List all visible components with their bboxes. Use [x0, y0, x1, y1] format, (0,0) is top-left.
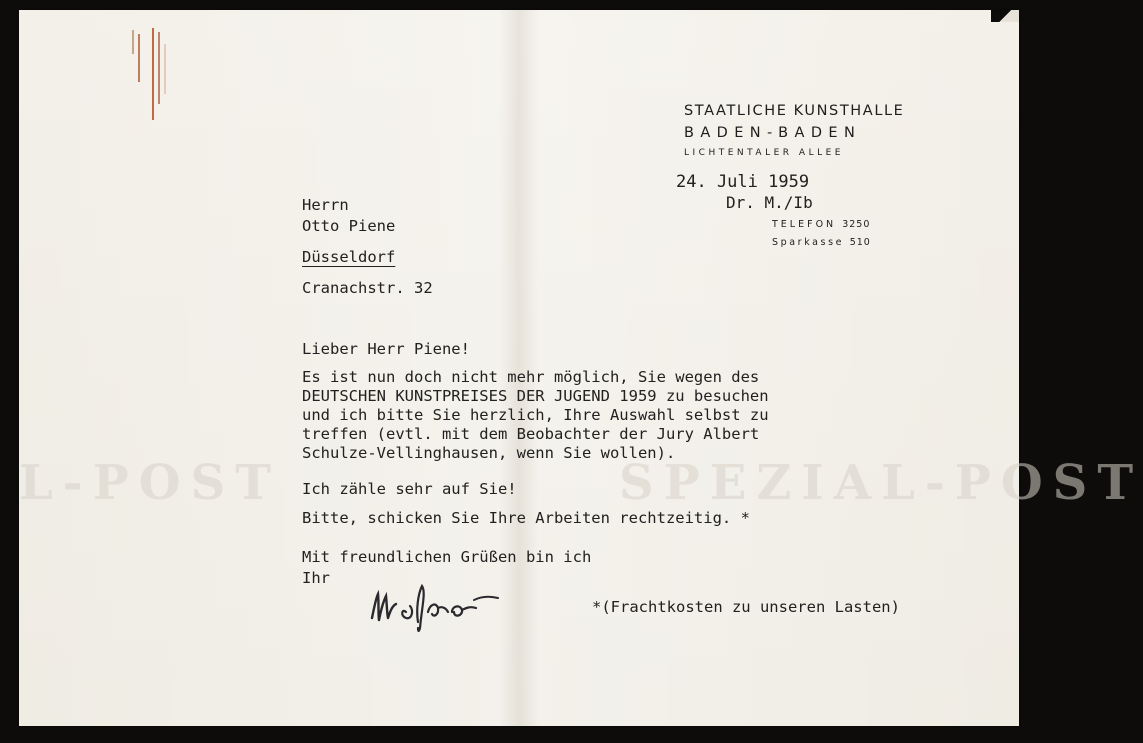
handwritten-signature-icon	[366, 578, 526, 634]
letter-date: 24. Juli 1959	[676, 172, 810, 192]
recipient-name: Otto Piene	[302, 217, 396, 235]
folded-corner	[991, 10, 1019, 22]
watermark-right: SPEZIAL-POST	[619, 455, 1143, 511]
watermark-left: L-POST	[19, 455, 281, 511]
closing-ihr: Ihr	[302, 569, 330, 587]
greeting: Lieber Herr Piene!	[302, 340, 470, 358]
closing-line: Mit freundlichen Grüßen bin ich	[302, 548, 592, 566]
sparkasse-number: 510	[849, 237, 871, 248]
letterhead-address: LICHTENTALER ALLEE	[684, 148, 844, 158]
paragraph-line: DEUTSCHEN KUNSTPREISES DER JUGEND 1959 zu besuchen	[302, 387, 769, 405]
paragraph-line: treffen (evtl. mit dem Beobachter der Jury Albert	[302, 425, 760, 443]
telefon-number: 3250	[842, 219, 871, 230]
sparkasse-label: Sparkasse	[772, 237, 845, 248]
paragraph-line: Es ist nun doch nicht mehr möglich, Sie wegen des	[302, 368, 760, 386]
paragraph-line: Schulze-Vellinghausen, wenn Sie wollen).	[302, 444, 676, 462]
recipient-salutation: Herrn	[302, 196, 349, 214]
sparkasse-line	[772, 237, 871, 248]
footnote-freight-costs: *(Frachtkosten zu unseren Lasten)	[592, 598, 900, 616]
letterhead-institution: STAATLICHE KUNSTHALLE	[684, 103, 905, 119]
telefon-label: TELEFON	[772, 219, 837, 230]
recipient-city: Düsseldorf	[302, 248, 396, 266]
telefon-line	[772, 219, 870, 230]
letterhead	[684, 103, 904, 158]
reference-code: Dr. M./Ib	[726, 193, 813, 212]
paragraph-line: und ich bitte Sie herzlich, Ihre Auswahl selbst zu	[302, 406, 769, 424]
recipient-street: Cranachstr. 32	[302, 279, 433, 297]
request-line: Bitte, schicken Sie Ihre Arbeiten rechtzeitig. *	[302, 509, 750, 527]
staple-marks-icon	[127, 24, 173, 128]
letterhead-city: BADEN-BADEN	[684, 125, 862, 141]
count-on-you-line: Ich zähle sehr auf Sie!	[302, 480, 517, 498]
